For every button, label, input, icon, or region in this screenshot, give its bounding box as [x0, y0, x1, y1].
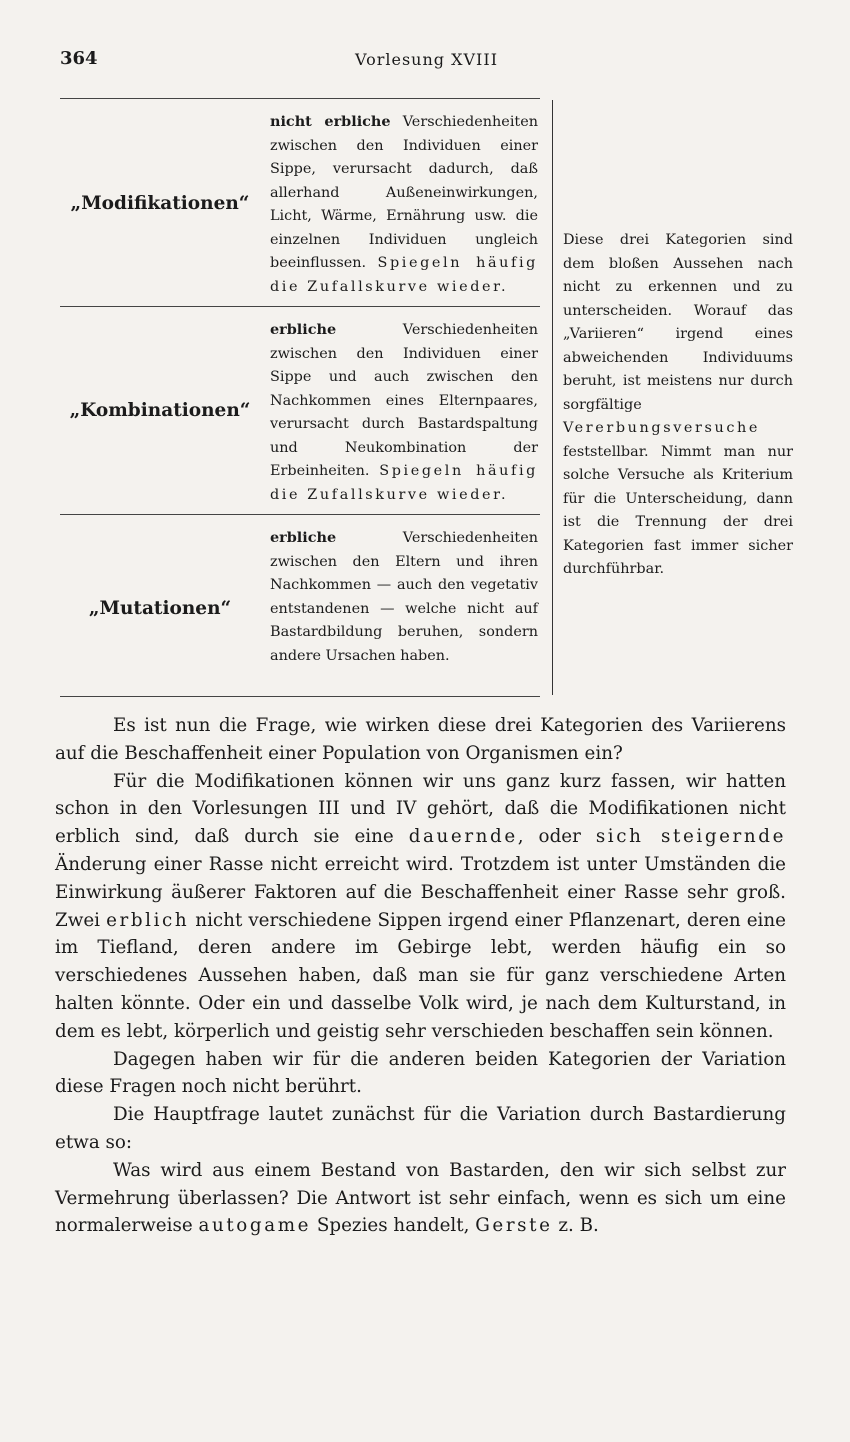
text-run: , oder [517, 826, 596, 848]
side-note [563, 229, 793, 582]
desc-spaced-text: Spiegeln häufig die Zufallskurve wieder. [270, 463, 538, 503]
text-run: z. B. [552, 1215, 599, 1237]
spaced-text: autogame [198, 1215, 312, 1237]
desc-text: Verschiedenheiten zwischen den Individuen einer Sippe, verursacht dadurch, daß allerhand Außeneinwirkungen, Licht, Wärme, Ernährung usw. die einzelnen Individuen ungleich beeinflussen. [270, 114, 538, 271]
desc-lead: erbliche [270, 529, 337, 546]
row-desc-mutationen [270, 526, 538, 668]
spaced-text: dauernde [408, 826, 518, 848]
text-run: Für die Modifikationen können wir uns ganz kurz fassen, wir hatten schon in den Vorlesungen III und IV gehört, daß die Modifikationen nicht erblich sind, daß durch sie eine [55, 770, 786, 848]
body-text [55, 712, 786, 1240]
table-brace [546, 100, 553, 695]
desc-lead: erbliche [270, 321, 337, 338]
text-run: Änderung einer Rasse nicht erreicht wird. Trotzdem ist unter Umständen die Einwirkung äußerer Faktoren auf die Beschaffenheit einer Rasse sehr groß. Zwei [55, 853, 786, 931]
text-run: Spezies handelt, [311, 1215, 476, 1237]
side-note-spaced-text: Vererbungsversuche [563, 420, 761, 436]
paragraph: Es ist nun die Frage, wie wirken diese drei Kategorien des Variierens auf die Beschaffenheit einer Population von Organismen ein? [55, 715, 786, 764]
desc-spaced-text: Spiegeln häufig die Zufallskurve wieder. [270, 255, 538, 295]
table-rule [60, 306, 540, 307]
desc-text: Verschiedenheiten zwischen den Individuen einer Sippe und auch zwischen den Nachkommen eines Elternpaares, verursacht durch Bastardspaltung und Neukombination der Erbeinheiten. [270, 322, 538, 479]
page-number: 364 [60, 48, 98, 69]
text-run: nicht verschiedene Sippen irgend einer Pflanzenart, deren eine im Tiefland, deren andere im Gebirge lebt, werden häufig ein so verschiedenes Aussehen haben, daß man sie für ganz verschiedene Arten halten könnte. Oder ein und dasselbe Volk wird, je nach dem Kulturstand, in dem es lebt, körperlich und geistig sehr verschieden beschaffen sein können. [55, 909, 786, 1042]
desc-lead: nicht erbliche [270, 113, 391, 130]
table-rule [60, 98, 540, 99]
spaced-text: erblich [106, 909, 190, 931]
row-label-kombinationen: „Kombinationen“ [69, 400, 251, 421]
paragraph: Dagegen haben wir für die anderen beiden Kategorien der Variation diese Fragen noch nicht berührt. [55, 1048, 786, 1098]
paragraph [55, 1157, 786, 1240]
row-label-modifikationen: „Modifikationen“ [70, 193, 250, 214]
running-title: Vorlesung XVIII [355, 50, 499, 69]
row-desc-kombinationen [270, 318, 538, 507]
paragraph [55, 768, 786, 1046]
spaced-text: sich steigernde [595, 826, 786, 848]
spaced-text: Gerste [475, 1215, 553, 1237]
side-note-text: Diese drei Kategorien sind dem bloßen Aussehen nach nicht zu erkennen und zu unterscheiden. Worauf das „Variieren“ irgend eines abweichenden Individuums beruht, ist meistens nur durch sorgfältige [563, 232, 793, 413]
desc-text: Verschiedenheiten zwischen den Eltern und ihren Nachkommen — auch den vegetativ entstandenen — welche nicht auf Bastardbildung beruhen, sondern andere Ursachen haben. [270, 530, 538, 664]
variation-categories-table [60, 98, 800, 698]
text-run: Was wird aus einem Bestand von Bastarden, den wir sich selbst zur Vermehrung überlassen? Die Antwort ist sehr einfach, wenn es sich um eine normalerweise [55, 1159, 786, 1237]
row-desc-modifikationen [270, 110, 538, 299]
table-rule [60, 514, 540, 515]
side-note-text-end: feststellbar. Nimmt man nur solche Versuche als Kriterium für die Unterscheidung, dann ist die Trennung der drei Kategorien fast immer sicher durchführbar. [563, 443, 793, 577]
row-label-mutationen: „Mutationen“ [88, 598, 232, 619]
table-rule [60, 696, 540, 697]
paragraph: Die Hauptfrage lautet zunächst für die Variation durch Bastardierung etwa so: [55, 1104, 786, 1153]
